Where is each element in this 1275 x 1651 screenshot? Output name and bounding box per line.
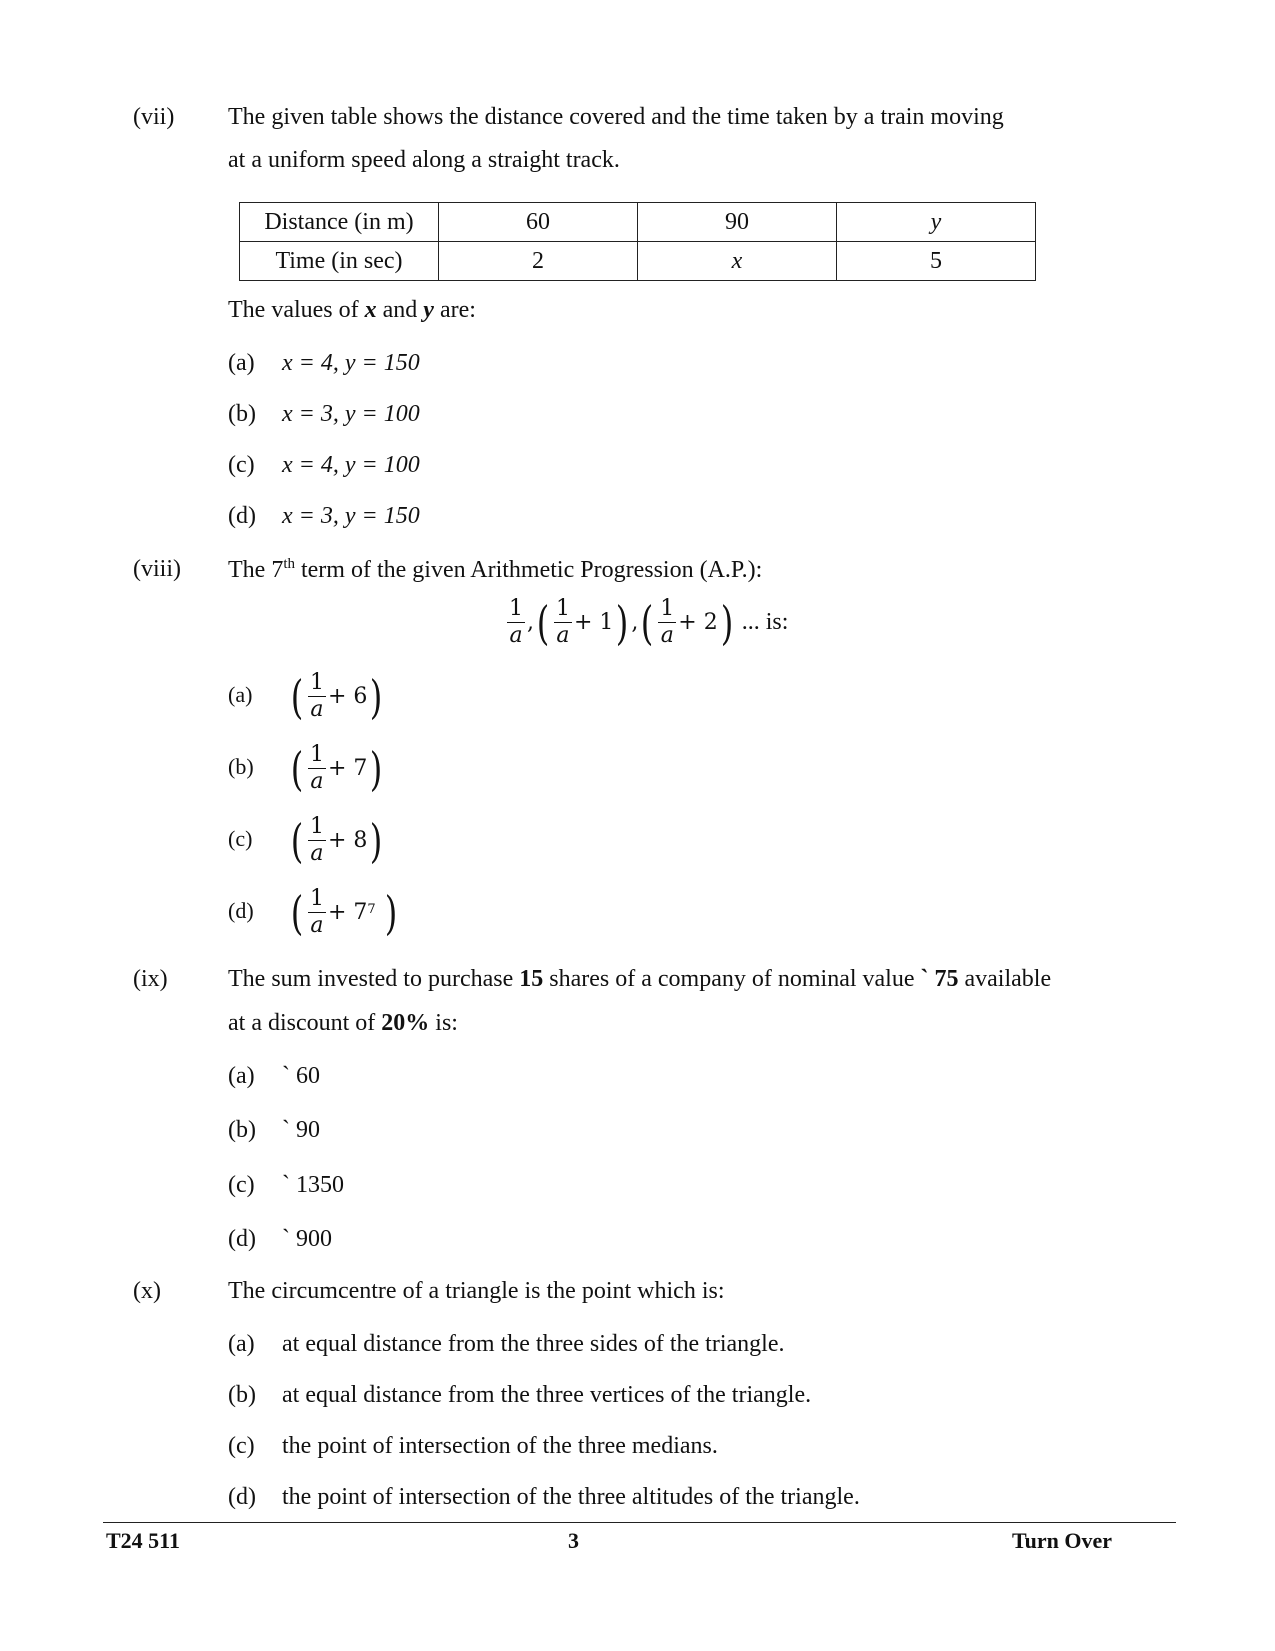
- option-ix-a[interactable]: [228, 1063, 320, 1090]
- frac-numerator: 1: [309, 742, 324, 767]
- question-vii-stem-line2: at a uniform speed along a straight track.: [228, 147, 620, 173]
- stem-text: available: [958, 966, 1052, 992]
- frac-denominator: a: [310, 697, 324, 722]
- option-label: (d): [228, 1484, 256, 1510]
- option-text: ` 90: [282, 1117, 320, 1143]
- option-label: (b): [228, 401, 256, 427]
- frac-denominator: a: [310, 841, 324, 866]
- question-vii-stem-line1: The given table shows the distance covered and the time taken by a train moving: [228, 104, 1004, 130]
- stem-text: The 7: [228, 557, 284, 583]
- question-ix-stem-line1: [228, 966, 1051, 993]
- option-vii-a[interactable]: [228, 350, 420, 377]
- option-viii-c[interactable]: (c) ( $\frac{1}{a}$ + 8 ): [228, 813, 383, 868]
- option-vii-b[interactable]: [228, 401, 420, 428]
- stem-text: term of the given Arithmetic Progression (A.P.):: [294, 557, 763, 583]
- option-label: (d): [228, 898, 254, 924]
- seq-term: + 2: [678, 610, 718, 635]
- stem-bold: ` 75: [920, 966, 959, 992]
- option-x-c[interactable]: [228, 1433, 718, 1460]
- prompt-text: The values of: [228, 297, 365, 323]
- table-cell: Time (in sec): [240, 242, 439, 281]
- question-number-vii: (vii): [133, 104, 175, 130]
- frac-denominator: a: [310, 913, 324, 938]
- option-text: x = 4, y = 100: [282, 452, 420, 478]
- frac-numerator: 1: [660, 596, 675, 621]
- table-row: [240, 242, 1036, 281]
- frac-denominator: a: [310, 769, 324, 794]
- option-label: (c): [228, 1433, 255, 1459]
- option-label: (c): [228, 1172, 255, 1198]
- option-ix-d[interactable]: [228, 1226, 332, 1253]
- option-text: + 8: [327, 828, 368, 853]
- option-label: (b): [228, 1117, 256, 1143]
- question-number-viii: (viii): [133, 556, 181, 582]
- distance-time-table: [239, 202, 1036, 281]
- turn-over-label: Turn Over: [1012, 1528, 1113, 1553]
- option-label: (c): [228, 452, 255, 478]
- table-cell: 60: [439, 203, 638, 242]
- paper-code: T24 511: [106, 1528, 180, 1553]
- frac-numerator: 1: [309, 886, 324, 911]
- option-label: (a): [228, 1063, 255, 1089]
- question-viii-stem: [228, 556, 762, 584]
- option-text: x = 3, y = 150: [282, 503, 420, 529]
- option-text: ` 900: [282, 1226, 332, 1252]
- stem-text: shares of a company of nominal value: [543, 966, 921, 992]
- seq-term: + 1: [573, 610, 614, 635]
- stem-superscript: th: [283, 556, 295, 572]
- option-text: ` 1350: [282, 1172, 344, 1198]
- table-cell: y: [837, 203, 1036, 242]
- option-vii-d[interactable]: [228, 503, 420, 530]
- frac-numerator: 1: [509, 596, 523, 621]
- frac-numerator: 1: [309, 814, 324, 839]
- question-ix-stem-line2: [228, 1010, 458, 1037]
- option-vii-c[interactable]: [228, 452, 420, 479]
- ap-sequence: $\frac{1}{a}$ , ( $\frac{1}{a}$ + 1 ) , ( $\frac{1}{a}$ + 2 ) ... is:: [509, 595, 789, 650]
- option-label: (a): [228, 1331, 255, 1357]
- option-superscript: 7: [367, 902, 376, 917]
- question-x-stem: The circumcentre of a triangle is the point which is:: [228, 1278, 725, 1304]
- option-label: (a): [228, 350, 255, 376]
- page-number: 3: [568, 1528, 579, 1553]
- stem-bold: 20%: [381, 1010, 430, 1036]
- option-x-b[interactable]: [228, 1382, 811, 1409]
- option-text: + 7: [327, 756, 368, 781]
- option-viii-d[interactable]: (d) ( $\frac{1}{a}$ + 7 7 ): [228, 885, 397, 940]
- option-label: (a): [228, 682, 253, 708]
- option-text: the point of intersection of the three medians.: [282, 1433, 718, 1459]
- question-number-ix: (ix): [133, 966, 168, 992]
- option-text: x = 4, y = 150: [282, 350, 420, 376]
- prompt-text: and: [376, 297, 424, 323]
- stem-text: at a discount of: [228, 1010, 382, 1036]
- option-label: (b): [228, 754, 254, 780]
- option-ix-c[interactable]: [228, 1172, 344, 1199]
- prompt-text: are:: [433, 297, 476, 323]
- option-x-d[interactable]: [228, 1484, 860, 1511]
- option-label: (d): [228, 1226, 256, 1252]
- prompt-var-y: y: [423, 297, 434, 323]
- option-text: at equal distance from the three sides of the triangle.: [282, 1331, 785, 1357]
- option-x-a[interactable]: [228, 1331, 784, 1358]
- table-cell: 90: [638, 203, 837, 242]
- frac-denominator: a: [509, 623, 523, 648]
- stem-text: is:: [429, 1010, 458, 1036]
- option-text: ` 60: [282, 1063, 320, 1089]
- option-text: at equal distance from the three vertices of the triangle.: [282, 1382, 812, 1408]
- option-text: x = 3, y = 100: [282, 401, 420, 427]
- question-number-x: (x): [133, 1278, 161, 1304]
- stem-bold: 15: [519, 966, 544, 992]
- table-cell: 5: [837, 242, 1036, 281]
- frac-denominator: a: [660, 623, 674, 648]
- option-label: (c): [228, 826, 253, 852]
- option-text: the point of intersection of the three altitudes of the triangle.: [282, 1484, 860, 1510]
- table-cell: 2: [439, 242, 638, 281]
- option-label: (b): [228, 1382, 256, 1408]
- sequence-tail: ... is:: [741, 609, 789, 635]
- table-cell: x: [638, 242, 837, 281]
- option-viii-a[interactable]: (a) ( $\frac{1}{a}$ + 6 ): [228, 669, 383, 724]
- option-text: + 7: [327, 900, 368, 925]
- stem-text: The sum invested to purchase: [228, 966, 520, 992]
- table-cell: Distance (in m): [240, 203, 439, 242]
- option-ix-b[interactable]: [228, 1117, 320, 1144]
- prompt-var-x: x: [364, 297, 377, 323]
- footer-divider: [103, 1522, 1176, 1523]
- question-vii-prompt: [228, 297, 476, 324]
- option-viii-b[interactable]: (b) ( $\frac{1}{a}$ + 7 ): [228, 741, 383, 796]
- option-text: + 6: [327, 684, 368, 709]
- frac-denominator: a: [556, 623, 570, 648]
- table-row: [240, 203, 1036, 242]
- option-label: (d): [228, 503, 256, 529]
- frac-numerator: 1: [309, 670, 324, 695]
- frac-numerator: 1: [555, 596, 570, 621]
